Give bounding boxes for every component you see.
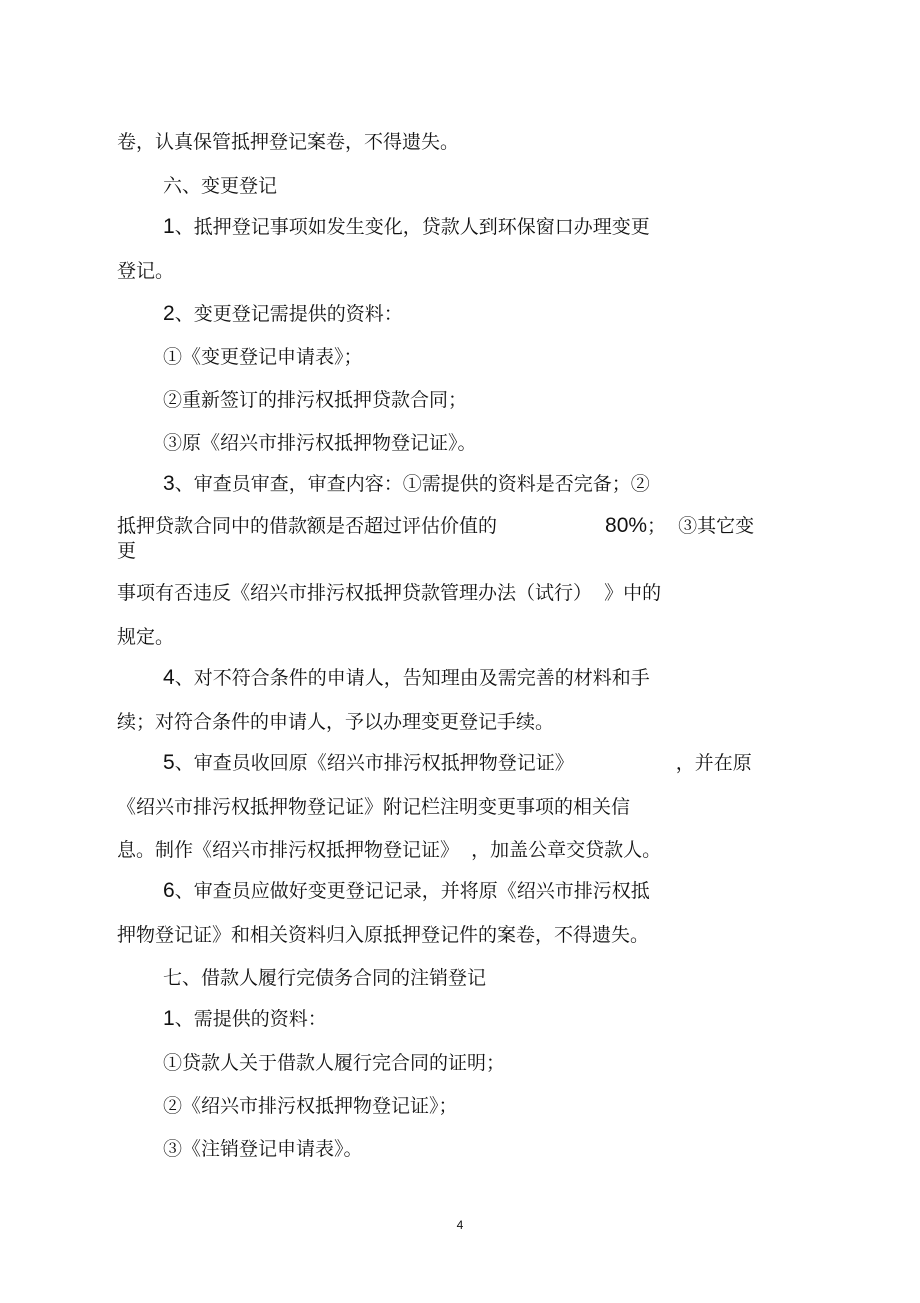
text-line: 更 (117, 540, 137, 562)
numbered-item (163, 667, 650, 689)
section-heading: 六、变更登记 (163, 175, 278, 197)
item-number: 1 (163, 1007, 175, 1030)
list-item: ③原《绍兴市排污权抵押物登记证》。 (163, 432, 477, 454)
text-line: 押物登记证》和相关资料归入原抵押登记件的案卷，不得遗失。 (117, 924, 650, 946)
item-number: 1 (163, 215, 175, 238)
item-text: 、审查员审查，审查内容：①需提供的资料是否完备；② (174, 473, 650, 495)
item-number: 4 (163, 666, 175, 689)
item-text: 、审查员应做好变更登记记录，并将原《绍兴市排污权抵 (174, 880, 650, 902)
text-line: 事项有否违反《绍兴市排污权抵押贷款管理办法（试行） 》中的 (117, 582, 662, 604)
text-line: 卷，认真保管抵押登记案卷，不得遗失。 (117, 131, 460, 153)
line-text: 抵押贷款合同中的借款额是否超过评估价值的 (117, 515, 498, 537)
numbered-item (163, 216, 650, 238)
item-text: 、对不符合条件的申请人，告知理由及需完善的材料和手 (174, 667, 650, 689)
item-number: 2 (163, 302, 175, 325)
numbered-item (163, 752, 752, 774)
text-line: 《绍兴市排污权抵押物登记证》附记栏注明变更事项的相关信 (117, 796, 631, 818)
list-item: ②《绍兴市排污权抵押物登记证》； (163, 1095, 458, 1117)
section-heading: 七、借款人履行完债务合同的注销登记 (163, 967, 487, 989)
list-item: ②重新签订的排污权抵押贷款合同； (163, 389, 468, 411)
list-item: ③《注销登记申请表》。 (163, 1138, 363, 1160)
text-line: 息。制作《绍兴市排污权抵押物登记证》 ，加盖公章交贷款人。 (117, 839, 662, 861)
page-number: 4 (456, 1218, 464, 1232)
text-line: 规定。 (117, 626, 175, 648)
list-item: ①《变更登记申请表》； (163, 346, 363, 368)
percentage-value: 80% (605, 514, 648, 537)
numbered-item (163, 1008, 327, 1030)
list-item: ①贷款人关于借款人履行完合同的证明； (163, 1052, 506, 1074)
line-tail: ； ③其它变 (647, 515, 755, 537)
item-text: 、需提供的资料： (174, 1008, 327, 1030)
item-text: 、抵押登记事项如发生变化，贷款人到环保窗口办理变更 (174, 216, 650, 238)
item-number: 5 (163, 751, 175, 774)
item-text: 、变更登记需提供的资料： (174, 303, 403, 325)
item-number: 6 (163, 879, 175, 902)
numbered-item (163, 880, 650, 902)
text-line: 登记。 (117, 260, 175, 282)
text-line (117, 515, 754, 537)
numbered-item (163, 303, 403, 325)
item-text: 、审查员收回原《绍兴市排污权抵押物登记证》 (174, 752, 574, 774)
text-line: 续；对符合条件的申请人，予以办理变更登记手续。 (117, 711, 555, 733)
numbered-item (163, 473, 650, 495)
item-number: 3 (163, 472, 175, 495)
line-tail: ，并在原 (675, 752, 752, 774)
